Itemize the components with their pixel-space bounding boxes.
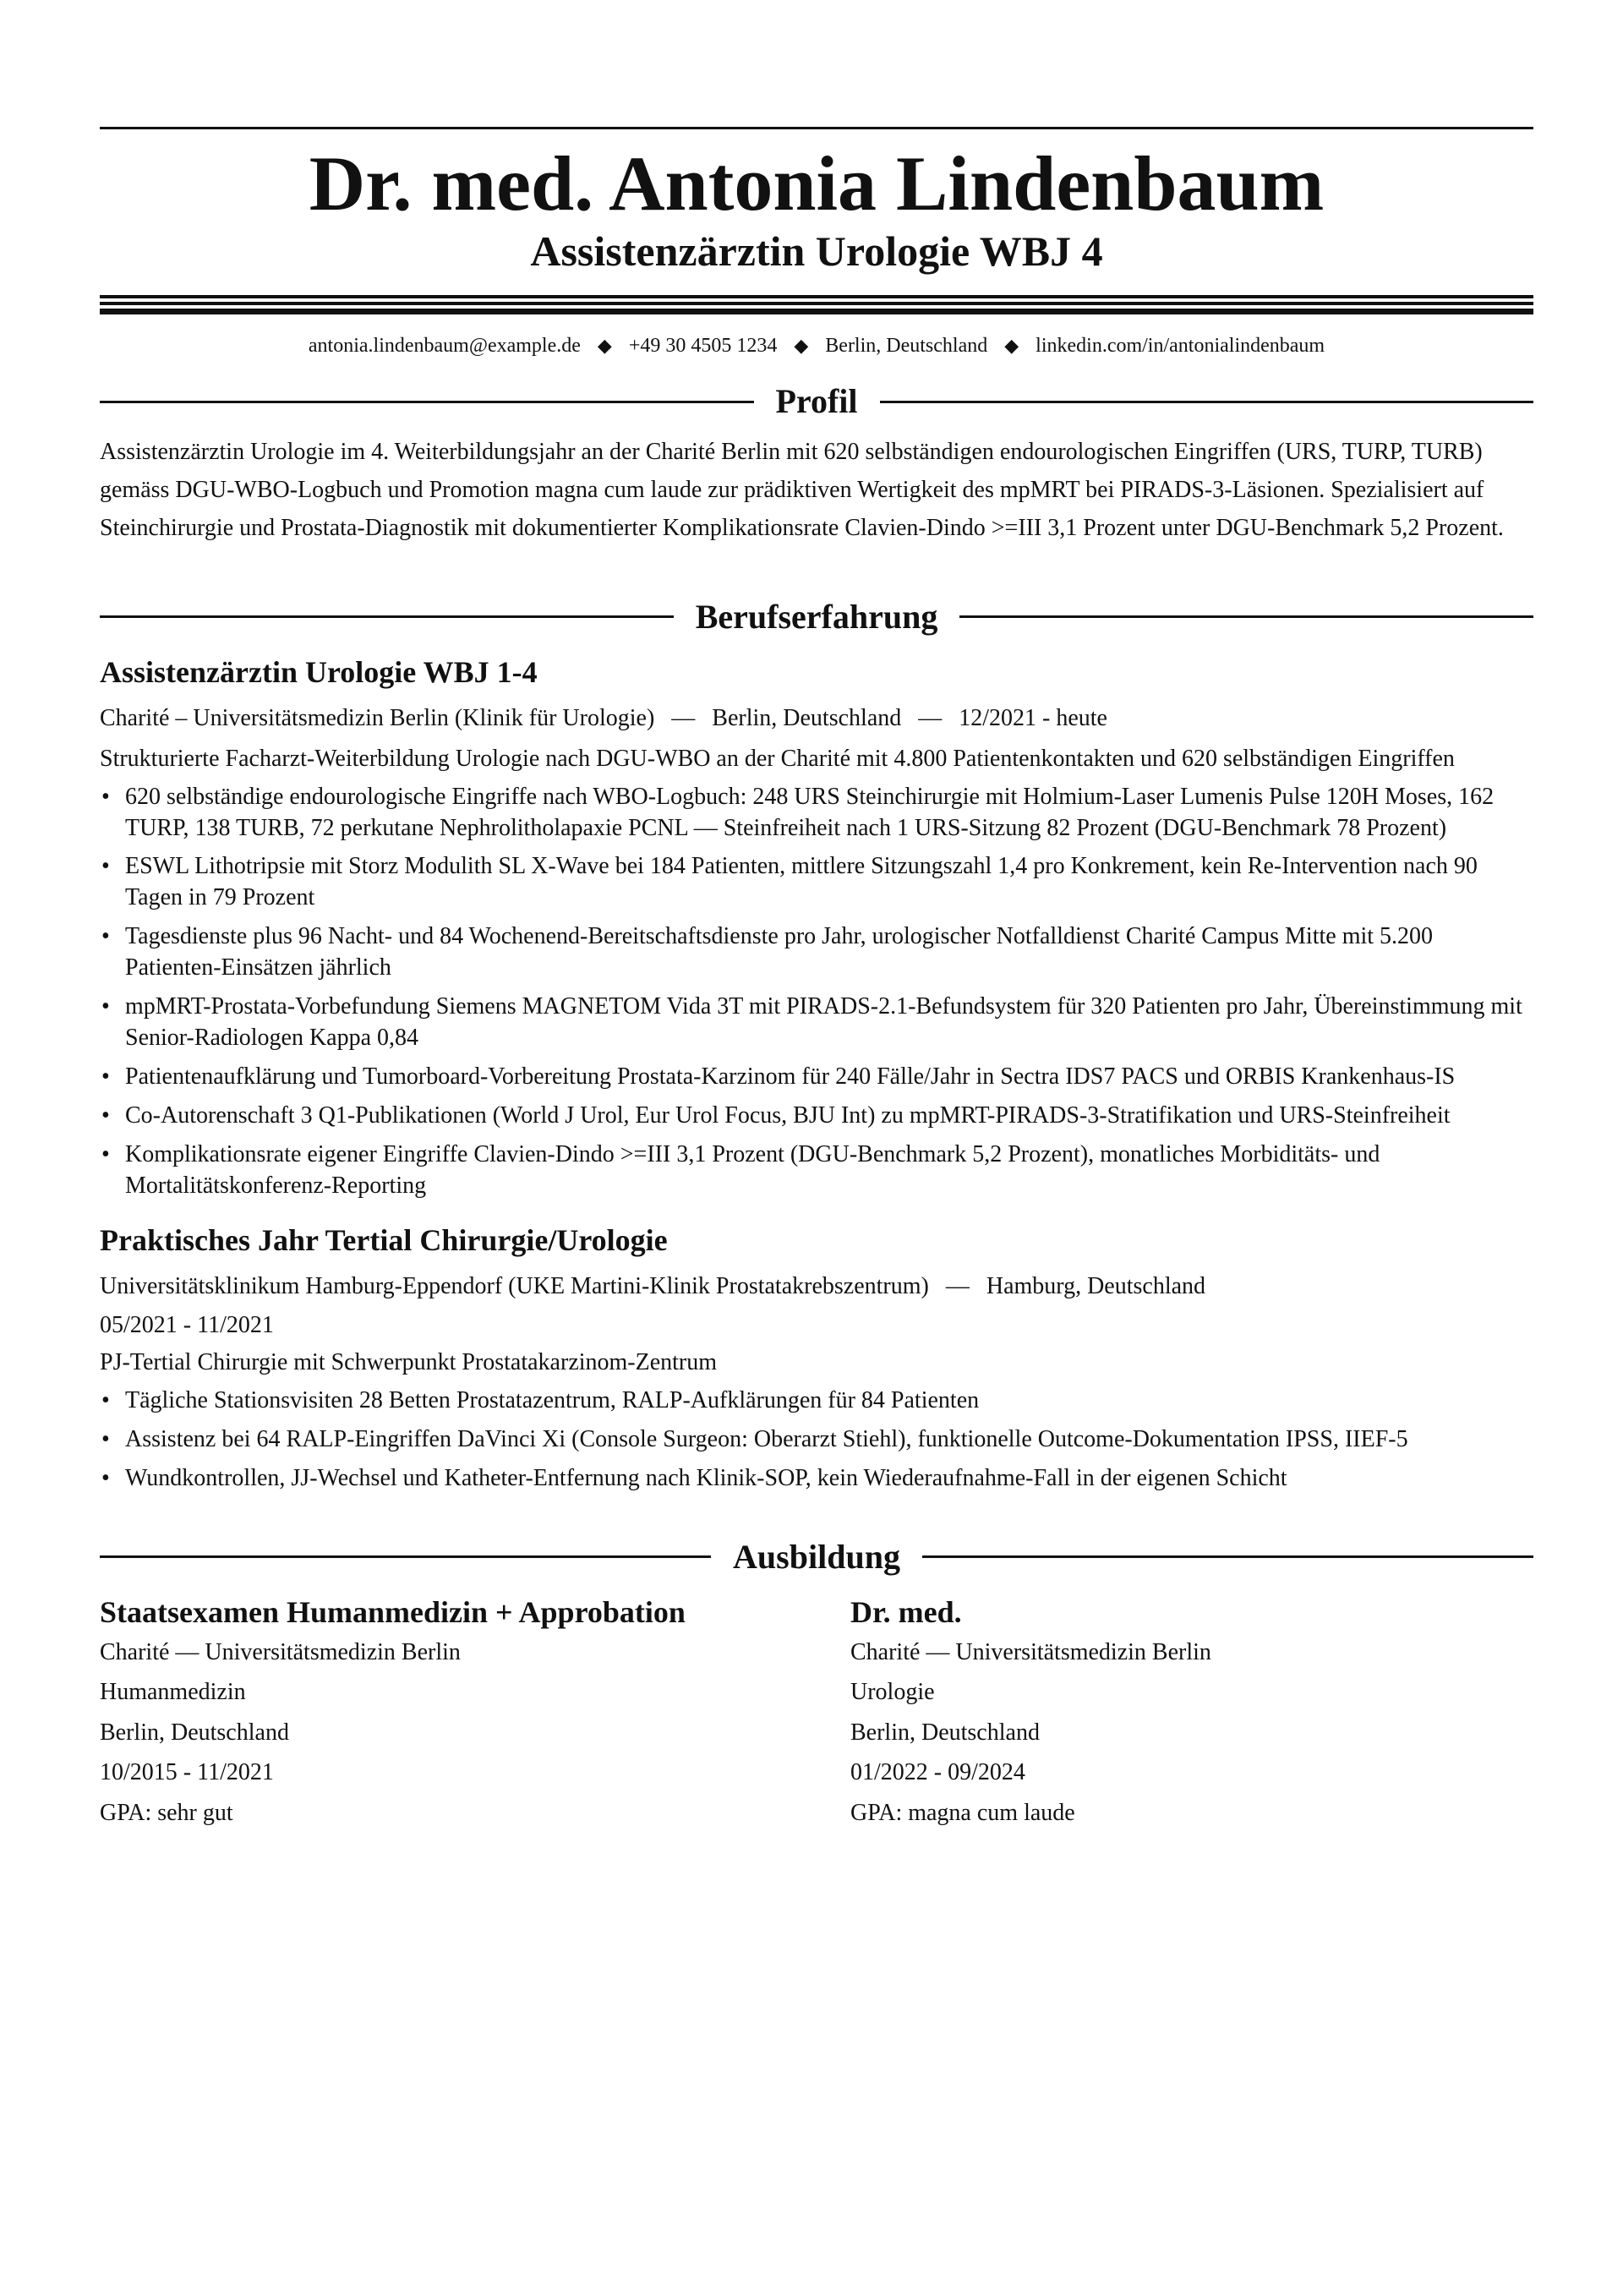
profile-summary: Assistenzärztin Urologie im 4. Weiterbildungsjahr an der Charité Berlin mit 620 selbständigen endourologischen Eingriffen (URS, TURP, TURB) gemäss DGU-WBO-Logbuch und Promotion magna cum laude zur prädiktiven Wertigkeit des mpMRT bei PIRADS-3-Läsionen. Spezialisiert auf Steinchirurgie und Prostata-Diagnostik mit dokumentierter Komplikationsrate Clavien-Dindo >=III 3,1 Prozent unter DGU-Benchmark 5,2 Prozent. <box>100 439 1504 541</box>
meta-dash: — <box>945 1272 970 1299</box>
list-item: • mpMRT-Prostata-Vorbefundung Siemens MAGNETOM Vida 3T mit PIRADS-2.1-Befundsystem für 320 Patienten pro Jahr, Übereinstimmung mit Senior-Radiologen Kappa 0,84 <box>100 992 1533 1054</box>
list-item: • Wundkontrollen, JJ-Wechsel und Katheter-Entfernung nach Klinik-SOP, kein Wiederaufnahme-Fall in der eigenen Schicht <box>100 1463 1533 1495</box>
list-item: • Assistenz bei 64 RALP-Eingriffen DaVinci Xi (Console Surgeon: Oberarzt Stiehl), funktionelle Outcome-Dokumentation IPSS, IIEF-5 <box>100 1424 1533 1456</box>
job-dates: 12/2021 - heute <box>959 704 1107 731</box>
job-location: Hamburg, Deutschland <box>986 1272 1206 1299</box>
meta-dash: — <box>918 704 943 731</box>
experience-item <box>100 653 1533 1202</box>
header-divider <box>100 295 1533 314</box>
education-field: Urologie <box>850 1679 935 1706</box>
education-dates: 01/2022 - 09/2024 <box>850 1759 1025 1786</box>
list-item: • Tägliche Stationsvisiten 28 Betten Prostatazentrum, RALP-Aufklärungen für 84 Patienten <box>100 1386 1533 1417</box>
section-header-profile <box>100 381 1533 422</box>
education-institution: Charité — Universitätsmedizin Berlin <box>100 1638 461 1665</box>
education-degree: Dr. med. <box>850 1594 962 1629</box>
section-rule-left <box>100 401 754 403</box>
experience-item <box>100 1221 1533 1495</box>
contact-phone[interactable]: +49 30 4505 1234 <box>628 335 778 358</box>
section-title-education: Ausbildung <box>733 1537 900 1576</box>
candidate-name: Dr. med. Antonia Lindenbaum <box>309 140 1325 227</box>
job-meta <box>100 699 1533 738</box>
education-grid <box>100 1593 1533 1834</box>
education-dates: 10/2015 - 11/2021 <box>100 1759 274 1786</box>
education-location: Berlin, Deutschland <box>100 1719 289 1746</box>
job-employer: Universitätsklinikum Hamburg-Eppendorf (UKE Martini-Klinik Prostatakrebszentrum) <box>100 1272 929 1299</box>
education-field: Humanmedizin <box>100 1679 246 1706</box>
resume-page <box>100 127 1533 1834</box>
section-rule-right <box>880 401 1534 403</box>
job-description: Strukturierte Facharzt-Weiterbildung Urologie nach DGU-WBO an der Charité mit 4.800 Patientenkontakten und 620 selbständigen Eingriffen <box>100 745 1455 772</box>
job-bullets <box>100 782 1533 1202</box>
candidate-title: Assistenzärztin Urologie WBJ 4 <box>530 227 1103 276</box>
section-header-experience <box>100 597 1533 637</box>
diamond-separator-icon: ◆ <box>794 335 809 357</box>
education-gpa: GPA: sehr gut <box>100 1799 233 1826</box>
job-dates: 05/2021 - 11/2021 <box>100 1311 274 1338</box>
job-employer: Charité – Universitätsmedizin Berlin (Klinik für Urologie) <box>100 704 655 731</box>
section-title-profile: Profil <box>775 382 858 421</box>
list-item: • Co-Autorenschaft 3 Q1-Publikationen (World J Urol, Eur Urol Focus, BJU Int) zu mpMRT-PIRADS-3-Stratifikation und URS-Steinfreiheit <box>100 1101 1533 1132</box>
section-title-experience: Berufserfahrung <box>695 597 938 636</box>
contact-line <box>100 333 1533 359</box>
list-item: • Patientenaufklärung und Tumorboard-Vorbereitung Prostata-Karzinom für 240 Fälle/Jahr in Sectra IDS7 PACS und ORBIS Krankenhaus-IS <box>100 1062 1533 1093</box>
job-bullets <box>100 1386 1533 1495</box>
section-rule-left <box>100 1555 711 1558</box>
education-institution: Charité — Universitätsmedizin Berlin <box>850 1638 1211 1665</box>
list-item: • ESWL Lithotripsie mit Storz Modulith SL X-Wave bei 184 Patienten, mittlere Sitzungszahl 1,4 pro Konkrement, kein Re-Intervention nach 90 Tagen in 79 Prozent <box>100 851 1533 914</box>
job-meta <box>100 1267 1533 1306</box>
job-title: Praktisches Jahr Tertial Chirurgie/Urologie <box>100 1222 668 1257</box>
education-location: Berlin, Deutschland <box>850 1719 1040 1746</box>
education-item <box>850 1593 1533 1834</box>
section-rule-right <box>922 1555 1533 1558</box>
section-header-education <box>100 1537 1533 1577</box>
list-item: • Tagesdienste plus 96 Nacht- und 84 Wochenend-Bereitschaftsdienste pro Jahr, urologischer Notfalldienst Charité Campus Mitte mit 5.200 Patienten-Einsätzen jährlich <box>100 921 1533 984</box>
education-gpa: GPA: magna cum laude <box>850 1799 1075 1826</box>
top-rule <box>100 127 1533 129</box>
job-description: PJ-Tertial Chirurgie mit Schwerpunkt Prostatakarzinom-Zentrum <box>100 1349 718 1376</box>
meta-dash: — <box>671 704 696 731</box>
job-title: Assistenzärztin Urologie WBJ 1-4 <box>100 654 538 689</box>
education-degree: Staatsexamen Humanmedizin + Approbation <box>100 1594 686 1629</box>
section-rule-left <box>100 615 674 618</box>
contact-linkedin[interactable]: linkedin.com/in/antonialindenbaum <box>1036 335 1325 358</box>
section-rule-right <box>959 615 1533 618</box>
list-item: • Komplikationsrate eigener Eingriffe Clavien-Dindo >=III 3,1 Prozent (DGU-Benchmark 5,2 Prozent), monatliches Morbiditäts- und Mortalitätskonferenz-Reporting <box>100 1140 1533 1202</box>
list-item: • 620 selbständige endourologische Eingriffe nach WBO-Logbuch: 248 URS Steinchirurgie mit Holmium-Laser Lumenis Pulse 120H Moses, 162 TURP, 138 TURB, 72 perkutane Nephrolitholapaxie PCNL — Steinfreiheit nach 1 URS-Sitzung 82 Prozent (DGU-Benchmark 78 Prozent) <box>100 782 1533 845</box>
diamond-separator-icon: ◆ <box>597 335 612 357</box>
job-location: Berlin, Deutschland <box>712 704 902 731</box>
contact-email[interactable]: antonia.lindenbaum@example.de <box>308 335 581 358</box>
education-item <box>100 1593 850 1834</box>
contact-location: Berlin, Deutschland <box>825 335 988 358</box>
diamond-separator-icon: ◆ <box>1004 335 1019 357</box>
